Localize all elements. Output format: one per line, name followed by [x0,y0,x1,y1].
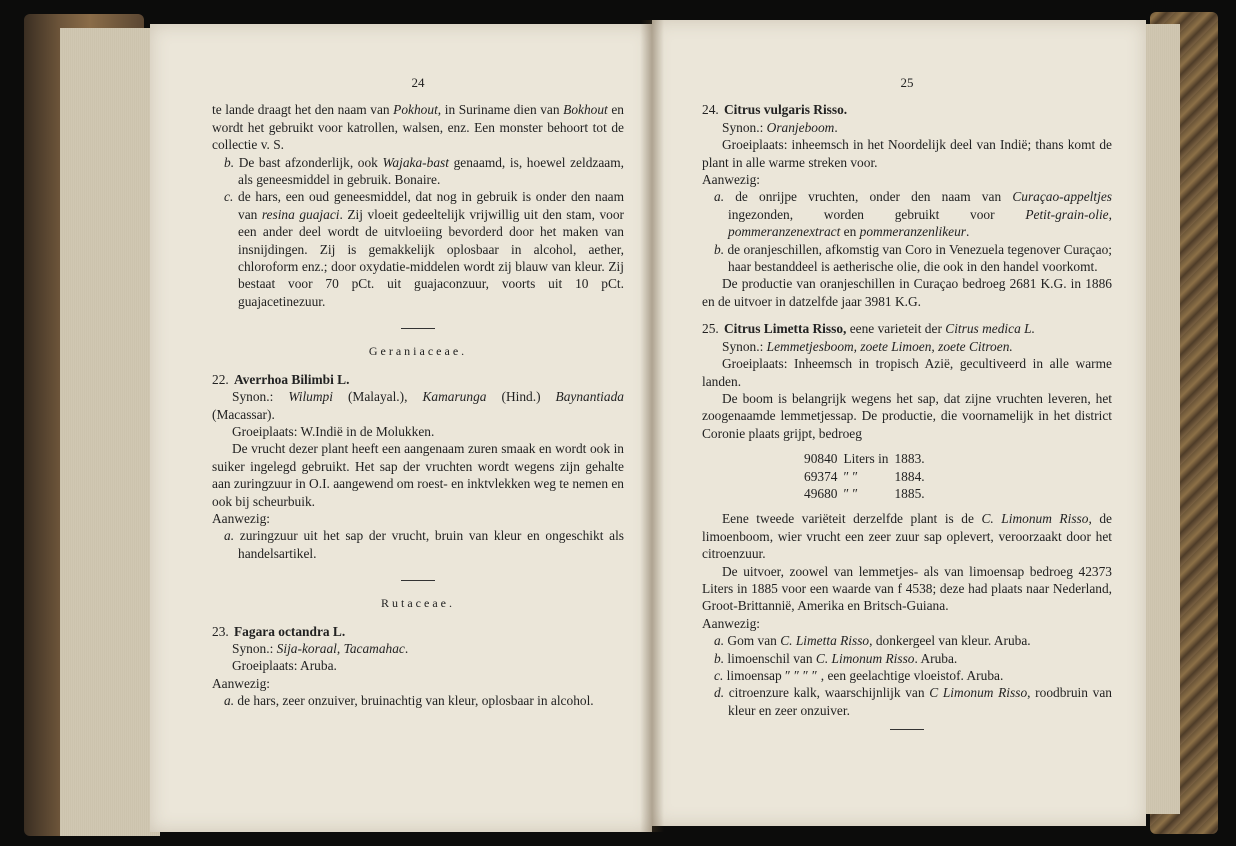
entry-25-synonyms: Synon.: Lemmetjesboom, zoete Limoen, zoete Citroen. [722,338,1013,354]
entry-23-synonyms: Synon.: Sija-koraal, Tacamahac. [232,640,409,656]
entry-25-item-c: c. limoensap ″ ″ ″ ″ , een geelachtige vloeistof. Aruba. [714,668,1004,683]
book-gutter [640,20,664,832]
production-table [804,450,931,502]
entry-25-heading: 25. Citrus Limetta Risso, eene varieteit der Citrus medica L. [702,321,1035,337]
entry-22-description: De vrucht dezer plant heeft een aangenaam zuren smaak en wordt ook in suiker ingelegd gebruikt. Het sap der vruchten wordt wegens zijn gehalte aan zuringzuur in O.I. aangewend om roest- en inktvlekken weg te nemen en ook bij scheurbuik. [212,441,624,509]
table-row: 90840 Liters in 1883. [804,451,925,467]
left-page-content [212,74,624,710]
entry-24-productie: De productie van oranjeschillen in Curaçao bedroeg 2681 K.G. in 1886 en de uitvoer in datzelfde jaar 3981 K.G. [702,276,1112,309]
entry-22-heading: 22. Averrhoa Bilimbi L. [212,371,350,387]
section-divider [890,729,924,730]
entry-25-item-b: b. limoenschil van C. Limonum Risso. Aruba. [714,650,958,666]
entry-24-groeiplaats: Groeiplaats: inheemsch in het Noordelijk deel van Indië; thans komt de plant in alle warme streken voor. [702,137,1112,170]
entry-22-groeiplaats: Groeiplaats: W.Indië in de Molukken. [232,423,435,439]
entry-24-item-a: a. de onrijpe vruchten, onder den naam van Curaçao-appeltjes ingezonden, worden gebruikt voor Petit-grain-olie, pommeranzenextract en pommeranzenlikeur. [714,189,1112,240]
section-divider [401,580,435,581]
list-item-c: c. de hars, een oud geneesmiddel, dat nog in gebruik is onder den naam van resina guajaci. Zij vloeit gedeeltelijk vrijwillig uit den stam, voor een ander deel wordt de uitvloeiing bevorderd door het maken van insnijdingen. Zij is gemakkelijk oplosbaar in alcohol, aether, chloroform enz.; door oxydatie-middelen wordt zij blauw van kleur. Zij bestaat voor 70 pCt. uit guajaconzuur, voorts uit 10 pCt. guajacetinezuur. [224,189,624,309]
entry-25-second-variety: Eene tweede variëteit derzelfde plant is de C. Limonum Risso, de limoenboom, wier vrucht een zeer zuur sap oplevert, veroorzaakt door het citroenzuur. [702,511,1112,562]
family-heading-rutaceae: Rutaceae. [381,596,455,611]
entry-24-heading: 24. Citrus vulgaris Risso. [702,102,848,118]
entry-25-groeiplaats: Groeiplaats: Inheemsch in tropisch Azië, gecultiveerd in alle warme landen. [702,356,1112,389]
entry-23-item-a: a. de hars, zeer onzuiver, bruinachtig van kleur, oplosbaar in alcohol. [224,693,594,709]
intro-paragraph: te lande draagt het den naam van Pokhout, in Suriname dien van Bokhout en wordt het gebruikt voor katrollen, walsen, enz. Een monster behoort tot de collectie v. S. [212,102,624,153]
table-row: 69374 ″ ″ 1884. [804,468,925,484]
entry-22-synonyms: Synon.: Wilumpi (Malayal.), Kamarunga (Hind.) Baynantiada (Macassar). [212,389,624,422]
page-edges-left [60,28,160,836]
page-number-right: 25 [900,75,914,90]
entry-24-aanwezig: Aanwezig: [702,172,761,188]
entry-23-aanwezig: Aanwezig: [212,675,271,691]
entry-22-aanwezig: Aanwezig: [212,510,271,526]
entry-23-groeiplaats: Groeiplaats: Aruba. [232,658,337,674]
entry-23-heading: 23. Fagara octandra L. [212,623,346,639]
entry-24-item-b: b. de oranjeschillen, afkomstig van Coro in Venezuela tegenover Curaçao; haar bestanddeel is aetherische olie, die ook in den handel voorkomt. [714,241,1112,275]
entry-24-synonyms: Synon.: Oranjeboom. [722,119,838,135]
entry-25-description: De boom is belangrijk wegens het sap, dat zijne vruchten leveren, het zoogenaamde lemmetjessap. De productie, die voornamelijk in het district Coronie plaats grijpt, bedroeg [702,390,1112,441]
page-edges-right [1140,24,1180,814]
section-divider [401,328,435,329]
entry-22-item-a: a. zuringzuur uit het sap der vrucht, bruin van kleur en ongeschikt als handelsartikel. [224,528,624,561]
right-page-content [702,74,1112,744]
entry-25-aanwezig: Aanwezig: [702,615,761,631]
family-heading-geraniaceae: Geraniaceae. [368,344,468,359]
page-number-left: 24 [411,75,425,90]
entry-25-uitvoer: De uitvoer, zoowel van lemmetjes- als van limoensap bedroeg 42373 Liters in 1885 voor een waarde van f 4538; deze had plaats naar Nederland, Groot-Brittannië, Amerika en Britsch-Guiana. [702,563,1112,614]
entry-25-item-d: d. citroenzure kalk, waarschijnlijk van C Limonum Risso, roodbruin van kleur en zeer onzuiver. [714,685,1112,718]
table-row: 49680 ″ ″ 1885. [804,485,925,501]
list-item-b: b. De bast afzonderlijk, ook Wajaka-bast genaamd, is, hoewel zeldzaam, als geneesmiddel in gebruik. Bonaire. [224,154,624,188]
entry-25-item-a: a. Gom van C. Limetta Risso, donkergeel van kleur. Aruba. [714,633,1031,649]
